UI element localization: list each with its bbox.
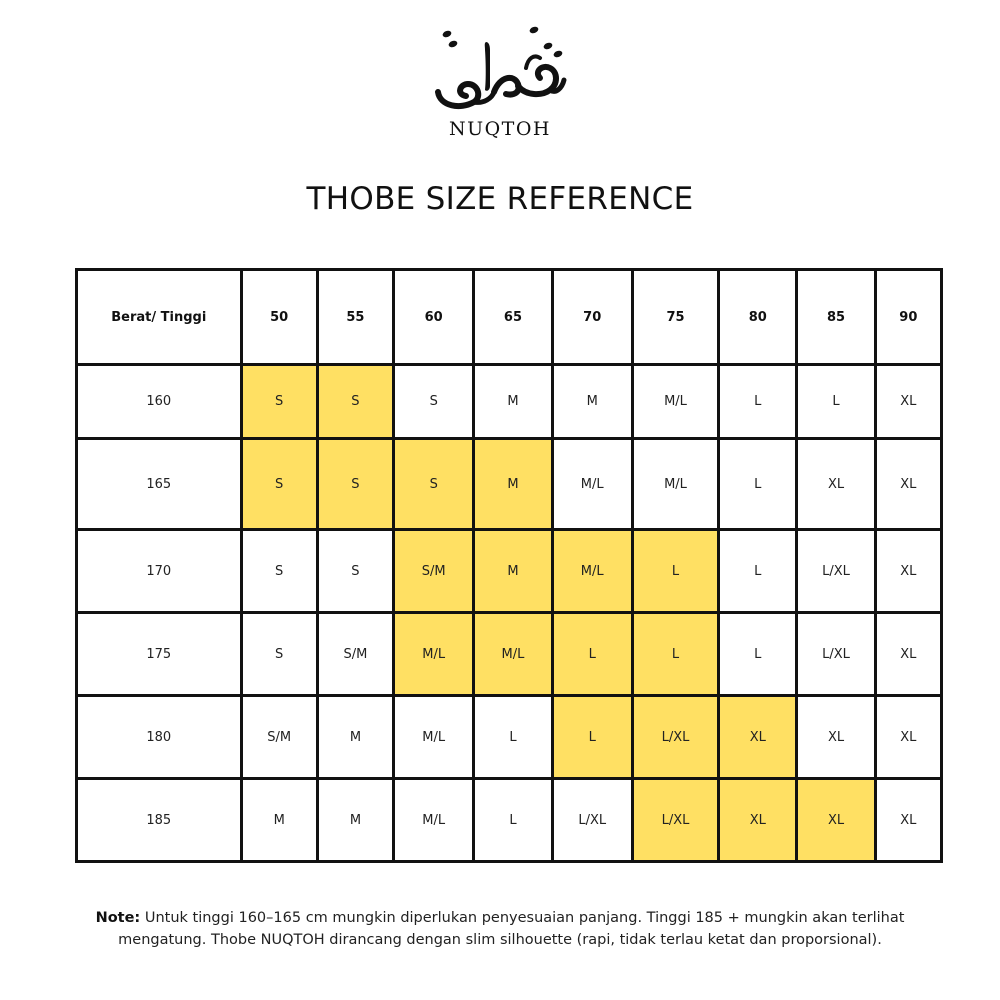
weight-header: 60 xyxy=(394,270,474,365)
size-cell: M xyxy=(552,365,632,439)
brand-name: NUQTOH xyxy=(448,118,552,140)
size-cell: S/M xyxy=(241,696,317,779)
table-row xyxy=(77,439,942,530)
size-cell: L xyxy=(719,613,797,696)
weight-header: 55 xyxy=(317,270,393,365)
size-cell: M/L xyxy=(632,439,718,530)
height-cell: 165 xyxy=(77,439,242,530)
size-cell: S/M xyxy=(317,613,393,696)
size-cell: L/XL xyxy=(632,779,718,862)
note-text: Untuk tinggi 160–165 cm mungkin diperlukan penyesuaian panjang. Tinggi 185 + mungkin akan terlihat mengatung. Thobe NUQTOH dirancang dengan slim silhouette (rapi, tidak terlau ketat dan proporsional). xyxy=(118,910,905,948)
size-cell: S xyxy=(241,530,317,613)
size-cell: M/L xyxy=(552,530,632,613)
size-cell: M xyxy=(241,779,317,862)
size-cell: M/L xyxy=(632,365,718,439)
size-cell: S xyxy=(241,613,317,696)
size-cell: L/XL xyxy=(797,530,875,613)
size-cell: XL xyxy=(719,696,797,779)
size-cell: S xyxy=(241,365,317,439)
height-cell: 175 xyxy=(77,613,242,696)
size-chart-table xyxy=(75,268,943,863)
size-cell: XL xyxy=(797,696,875,779)
size-cell: XL xyxy=(875,779,941,862)
table-row xyxy=(77,696,942,779)
table-row xyxy=(77,530,942,613)
size-cell: M/L xyxy=(394,779,474,862)
weight-header: 90 xyxy=(875,270,941,365)
size-cell: M xyxy=(474,439,552,530)
size-cell: M/L xyxy=(394,696,474,779)
size-cell: S/M xyxy=(394,530,474,613)
brand-logo xyxy=(0,24,1000,140)
size-cell: XL xyxy=(875,530,941,613)
height-cell: 160 xyxy=(77,365,242,439)
page-title: THOBE SIZE REFERENCE xyxy=(306,181,694,217)
size-cell: XL xyxy=(719,779,797,862)
size-cell: M/L xyxy=(552,439,632,530)
table-row xyxy=(77,613,942,696)
height-cell: 180 xyxy=(77,696,242,779)
weight-header: 65 xyxy=(474,270,552,365)
corner-header: Berat/ Tinggi xyxy=(77,270,242,365)
size-cell: XL xyxy=(875,439,941,530)
size-cell: L xyxy=(719,439,797,530)
size-cell: M xyxy=(474,365,552,439)
size-cell: L/XL xyxy=(797,613,875,696)
arabic-calligraphy-logo-icon xyxy=(430,24,570,116)
size-cell: S xyxy=(317,530,393,613)
size-cell: M/L xyxy=(394,613,474,696)
height-cell: 170 xyxy=(77,530,242,613)
table-row xyxy=(77,365,942,439)
size-cell: S xyxy=(394,365,474,439)
size-cell: S xyxy=(317,439,393,530)
size-cell: XL xyxy=(875,365,941,439)
size-cell: M xyxy=(317,696,393,779)
size-cell: S xyxy=(394,439,474,530)
size-cell: S xyxy=(241,439,317,530)
size-cell: L xyxy=(719,365,797,439)
size-cell: L/XL xyxy=(632,696,718,779)
size-cell: M/L xyxy=(474,613,552,696)
size-cell: S xyxy=(317,365,393,439)
size-cell: XL xyxy=(875,696,941,779)
table-header-row xyxy=(77,270,942,365)
size-cell: L xyxy=(797,365,875,439)
size-cell: L xyxy=(632,530,718,613)
size-cell: L xyxy=(552,696,632,779)
weight-header: 50 xyxy=(241,270,317,365)
size-cell: L xyxy=(474,696,552,779)
size-cell: L xyxy=(719,530,797,613)
size-cell: XL xyxy=(797,779,875,862)
size-cell: L/XL xyxy=(552,779,632,862)
weight-header: 70 xyxy=(552,270,632,365)
footer-note xyxy=(60,907,940,951)
size-cell: L xyxy=(552,613,632,696)
height-cell: 185 xyxy=(77,779,242,862)
size-cell: L xyxy=(474,779,552,862)
size-cell: XL xyxy=(797,439,875,530)
weight-header: 75 xyxy=(632,270,718,365)
size-cell: XL xyxy=(875,613,941,696)
size-cell: L xyxy=(632,613,718,696)
weight-header: 85 xyxy=(797,270,875,365)
note-label: Note: xyxy=(95,910,141,926)
size-cell: M xyxy=(474,530,552,613)
size-cell: M xyxy=(317,779,393,862)
weight-header: 80 xyxy=(719,270,797,365)
table-row xyxy=(77,779,942,862)
